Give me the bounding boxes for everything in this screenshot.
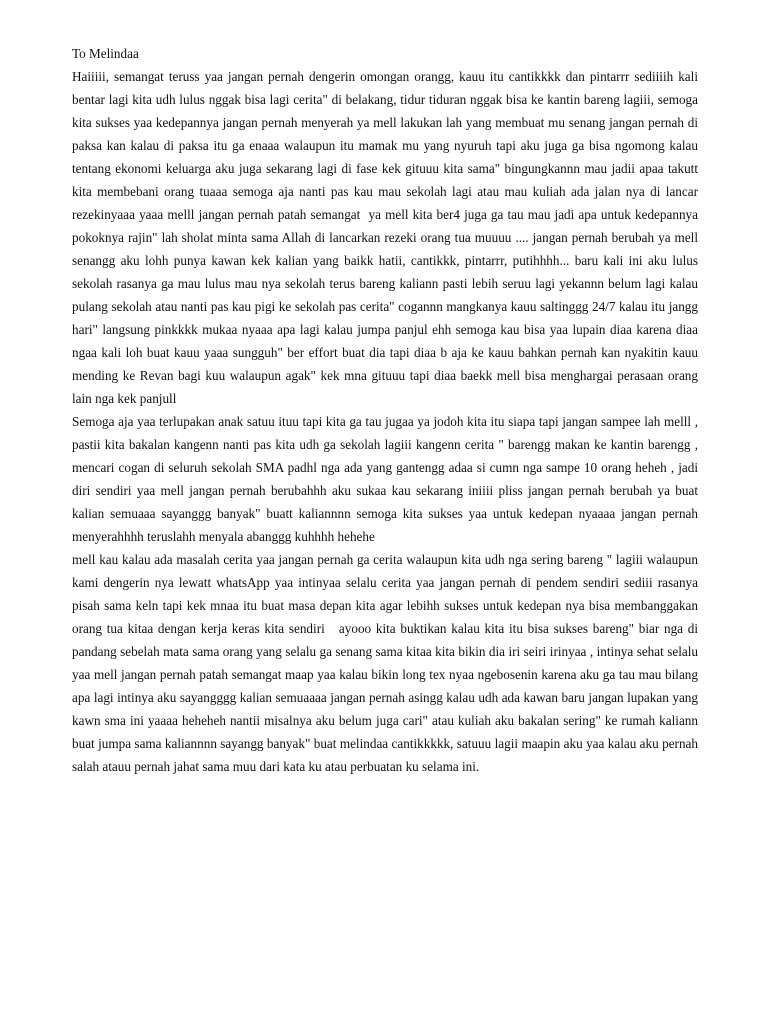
letter-page bbox=[72, 42, 702, 778]
letter-paragraph-3: mell kau kalau ada masalah cerita yaa jangan pernah ga cerita walaupun kita udh nga sering bareng " lagiii walaupun kami dengerin nya lewatt whatsApp yaa intinyaa selalu cerita yaa jangan pernah di pendem sendiri sediii rasanya pisah sama keln tapi kek mnaa itu buat masa depan kita agar lebihh sukses untuk kedepan nya bisa membanggakan orang tua kitaa dengan kerja keras kita sendiri ayooo kita buktikan kalau kita itu bisa sukses bareng" biar nga di pandang sebelah mata sama orang yang selalu ga senang sama kitaa kita bikin dia iri seiri irinyaa , intinya sehat selalu yaa mell jangan pernah patah semangat maap yaa kalau bikin long tex nyaa ngebosenin karena aku ga tau mau bilang apa lagi intinya aku sayangggg kalian semuaaaa jangan pernah asingg kalau udh ada kawan baru jangan lupakan yang kawn sma ini yaaaa heheheh nantii misalnya aku belum juga cari" atau kuliah aku bakalan sering" ke rumah kaliann buat jumpa sama kaliannnn sayangg banyak" buat melindaa cantikkkkk, satuuu lagii maapin aku yaa kalau aku pernah salah atauu pernah jahat sama muu dari kata ku atau perbuatan ku selama ini. bbox=[72, 552, 702, 774]
letter-paragraph-2: Semoga aja yaa terlupakan anak satuu ituu tapi kita ga tau jugaa ya jodoh kita itu siapa tapi jangan sampee lah melll , pastii kita bakalan kangenn nanti pas kita udh ga sekolah lagiii kangenn cerita " barengg makan ke kantin barengg , mencari cogan di seluruh sekolah SMA padhl nga ada yang gantengg adaa si cumn nga sampe 10 orang heheh , jadi diri sendiri yaa mell jangan pernah berubahhh aku sukaa kau sekarang iniiii pliss jangan pernah berubah ya buat kalian semuaaa sayanggg banyak" buatt kaliannnn semoga kita sukses yaa untuk kedepan nyaaaa jangan pernah menyerahhhh teruslahh menyala abanggg kuhhhh hehehe bbox=[72, 414, 702, 544]
letter-paragraph-1: Haiiiii, semangat teruss yaa jangan pernah dengerin omongan orangg, kauu itu cantikkkk dan pintarrr sediiiih kali bentar lagi kita udh lulus nggak bisa lagi cerita" di belakang, tidur tiduran nggak bisa ke kantin bareng lagiii, semoga kita sukses yaa kedepannya jangan pernah menyerah ya mell lakukan lah yang membuat mu senang jangan pernah di paksa kan kalau di paksa itu ga enaaa walaupun itu mamak mu yang nyuruh tapi aku juga ga bisa ngomong kalau tentang ekonomi keluarga aku juga sekarang lagi di fase kek gituuu kita sama" bingungkannn mau jadii apaa takutt kita membebani orang tuaaa semoga aja nanti pas kau mau sekolah lagi atau mau kuliah ada jalan nya di lancar rezekinyaaa yaaa melll jangan pernah patah semangat ya mell kita ber4 juga ga tau mau jadi apa untuk kedepannya pokoknya rajin" lah sholat minta sama Allah di lancarkan rezeki orang tua muuuu .... jangan pernah berubah ya mell senangg aku lohh punya kawan kek kalian yang baikk hatii, cantikkk, pintarrr, putihhhh... baru kali ini aku lulus sekolah rasanya ga mau lulus mau nya sekolah terus bareng kaliann pasti lebih seruu lagi yekannn belum lagi kalau pulang sekolah atau nanti pas kau pigi ke sekolah pas cerita" cogannn mangkanya kauu saltinggg 24/7 kalau itu jangg hari" langsung pinkkkk mukaa nyaaa apa lagi kalau jumpa panjul ehh semoga kau bisa yaa lupain diaa karena diaa ngaa kali loh buat kauu yaaa sungguh" ber effort buat dia tapi diaa b aja ke kauu bahkan pernah kan nyakitin kauu mending ke Revan bagi kuu walaupun agak" kek mna gituuu tapi diaa baekk mell bisa menghargai perasaan orang lain nga kek panjull bbox=[72, 69, 702, 406]
letter-greeting: To Melindaa bbox=[72, 46, 139, 61]
